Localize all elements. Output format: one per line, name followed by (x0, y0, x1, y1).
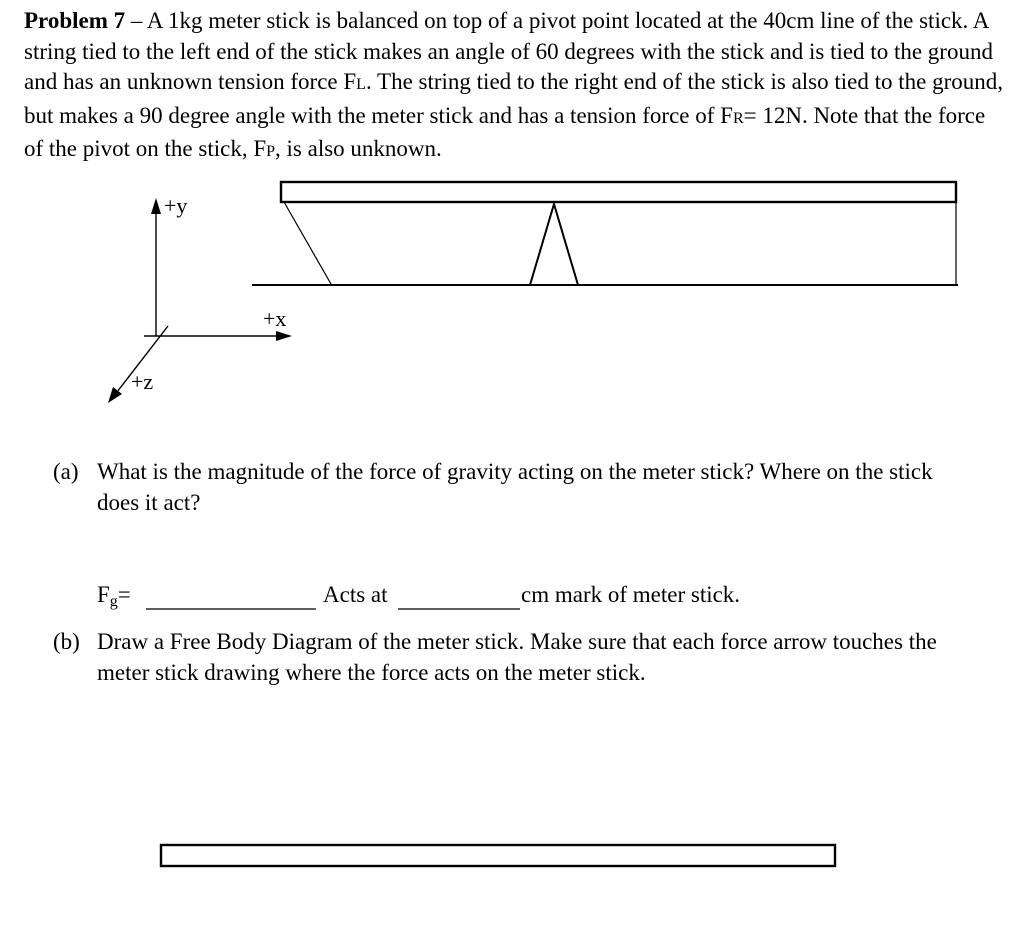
meter-stick (281, 182, 956, 202)
part-b (53, 627, 993, 697)
heading-dash: – (125, 8, 147, 33)
z-axis-arrowhead (108, 387, 122, 403)
x-axis-label: +x (263, 306, 287, 331)
part-a-question: What is the magnitude of the force of gravity acting on the meter stick? Where on the stick does it act? (97, 459, 933, 515)
cm-mark-label: cm mark of meter stick. (521, 582, 741, 607)
problem-text-4: , is also unknown. (275, 136, 442, 161)
part-b-question: Draw a Free Body Diagram of the meter stick. Make sure that each force arrow touches the meter stick drawing where the force acts on the meter stick. (97, 629, 937, 685)
pivot-triangle (530, 204, 578, 285)
left-string (284, 202, 331, 284)
problem-text-3: = 12N. Note that the force of the pivot on the stick, F (24, 102, 986, 161)
fg-symbol: F (97, 582, 110, 607)
fg-equals: = (117, 582, 131, 607)
subscript-L: L (356, 76, 366, 93)
part-a-answer-line (97, 580, 797, 612)
fbd-meter-stick[interactable] (161, 845, 835, 866)
problem-text-2: . The string tied to the right end of the stick is also tied to the ground, but makes a 90 degree angle with the meter stick and has a tension force of F (24, 69, 1004, 128)
part-a-label: (a) (53, 459, 79, 484)
acts-at-label: Acts at (323, 582, 388, 607)
meter-stick-diagram (252, 182, 958, 285)
subscript-P: P (266, 143, 276, 160)
z-axis-label: +z (131, 369, 154, 394)
fg-label (97, 580, 131, 614)
fg-subscript: g (109, 593, 118, 610)
problem-heading: Problem 7 (24, 8, 126, 33)
y-axis-label: +y (164, 193, 188, 218)
coordinate-axes (108, 193, 292, 403)
subscript-R: R (732, 109, 744, 127)
y-axis-arrowhead (151, 198, 161, 214)
part-a (53, 457, 993, 527)
part-b-label: (b) (53, 629, 80, 654)
problem-text-1: A 1kg meter stick is balanced on top of a pivot point located at the 40cm line of the stick. A string tied to the left end of the stick makes an angle of 60 degrees with the stick and is tied to the ground and has an unknown tension force F (24, 8, 993, 94)
x-axis-arrowhead (276, 331, 292, 341)
